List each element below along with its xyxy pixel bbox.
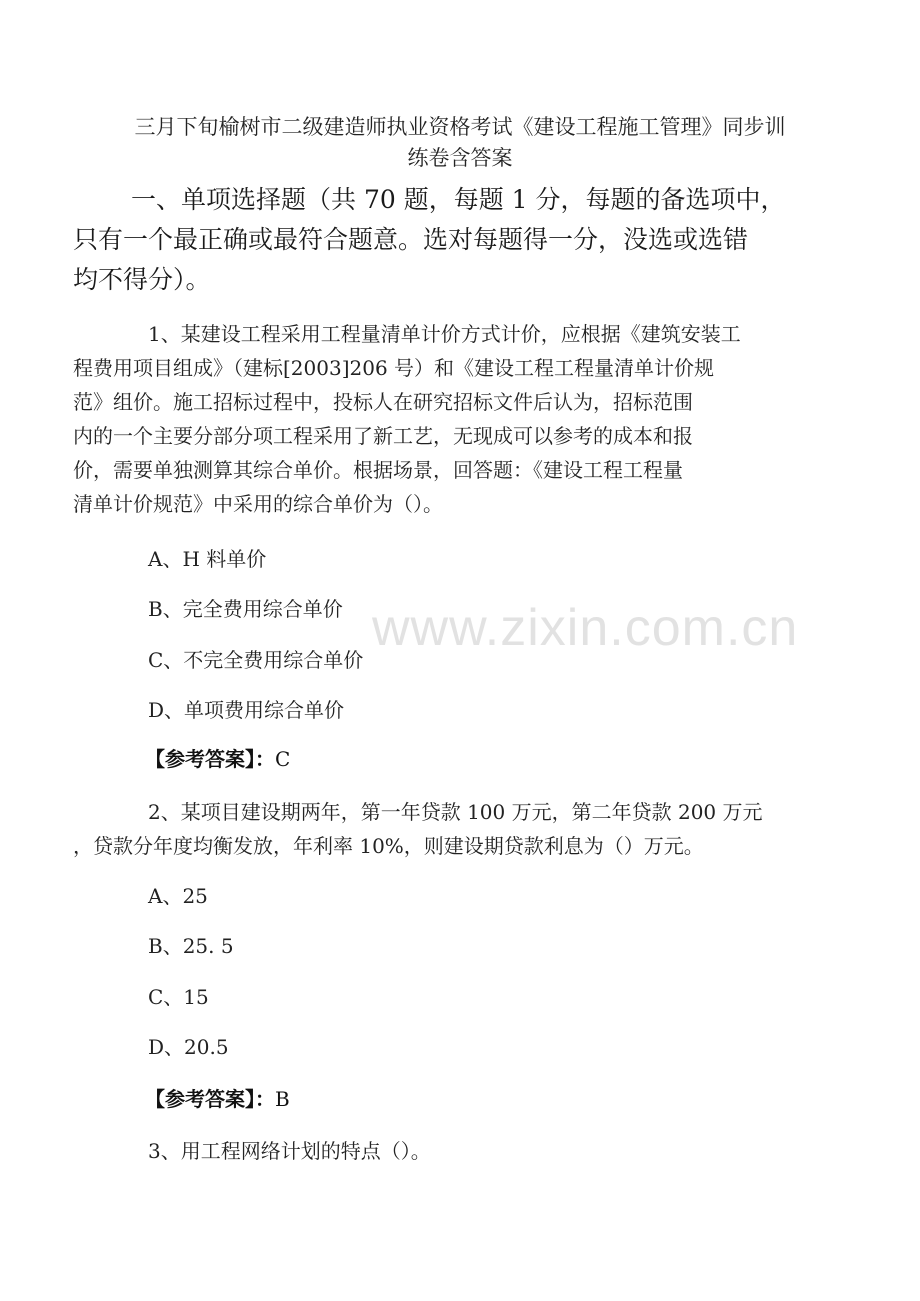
answer-value: C [275, 747, 291, 771]
question-1-line: 程费用项目组成》（建标[2003]206 号）和《建设工程工程量清单计价规 [73, 356, 715, 380]
question-1-option-b: B、完全费用综合单价 [148, 597, 343, 621]
question-2-option-b: B、25. 5 [148, 934, 234, 958]
question-1-line: 价，需要单独测算其综合单价。根据场景，回答题：《建设工程工程量 [73, 458, 683, 482]
question-2-line: ，贷款分年度均衡发放，年利率 10%，则建设期贷款利息为（）万元。 [73, 834, 704, 858]
section-heading-line-2: 只有一个最正确或最符合题意。选对每题得一分，没选或选错 [73, 225, 749, 254]
section-heading [73, 180, 843, 300]
question-1-line: 1、某建设工程采用工程量清单计价方式计价，应根据《建筑安装工 [148, 322, 741, 346]
question-3-line: 3、用工程网络计划的特点（）。 [148, 1139, 431, 1163]
question-2 [73, 795, 843, 863]
question-1-line: 范》组价。施工招标过程中，投标人在研究招标文件后认为，招标范围 [73, 390, 693, 414]
question-1-answer [145, 744, 290, 774]
question-1-option-c: C、不完全费用综合单价 [148, 648, 364, 672]
question-1-option-a: A、H 料单价 [148, 547, 267, 571]
question-1-option-d: D、单项费用综合单价 [148, 698, 345, 722]
question-2-option-a: A、25 [148, 884, 208, 908]
section-heading-line-1: 一、单项选择题（共 70 题，每题 1 分，每题的备选项中， [131, 185, 786, 214]
document-title-line-1: 三月下旬榆树市二级建造师执业资格考试《建设工程施工管理》同步训 [134, 115, 786, 139]
question-2-answer [145, 1084, 290, 1114]
watermark: www.zixin.com.cn [372, 599, 799, 657]
question-2-line: 2、某项目建设期两年，第一年贷款 100 万元，第二年贷款 200 万元 [148, 800, 763, 824]
question-3 [73, 1134, 843, 1168]
question-2-option-d: D、20.5 [148, 1035, 229, 1059]
question-2-option-c: C、15 [148, 985, 209, 1009]
answer-label: 【参考答案】： [145, 1087, 275, 1111]
answer-value: B [275, 1087, 290, 1111]
question-1-line: 清单计价规范》中采用的综合单价为（）。 [73, 492, 443, 516]
section-heading-line-3: 均不得分）。 [73, 265, 211, 294]
question-1-line: 内的一个主要分部分项工程采用了新工艺，无现成可以参考的成本和报 [73, 424, 693, 448]
document-title-line-2: 练卷含答案 [407, 146, 513, 170]
question-1 [73, 317, 843, 521]
answer-label: 【参考答案】： [145, 747, 275, 771]
document-title [100, 112, 820, 174]
